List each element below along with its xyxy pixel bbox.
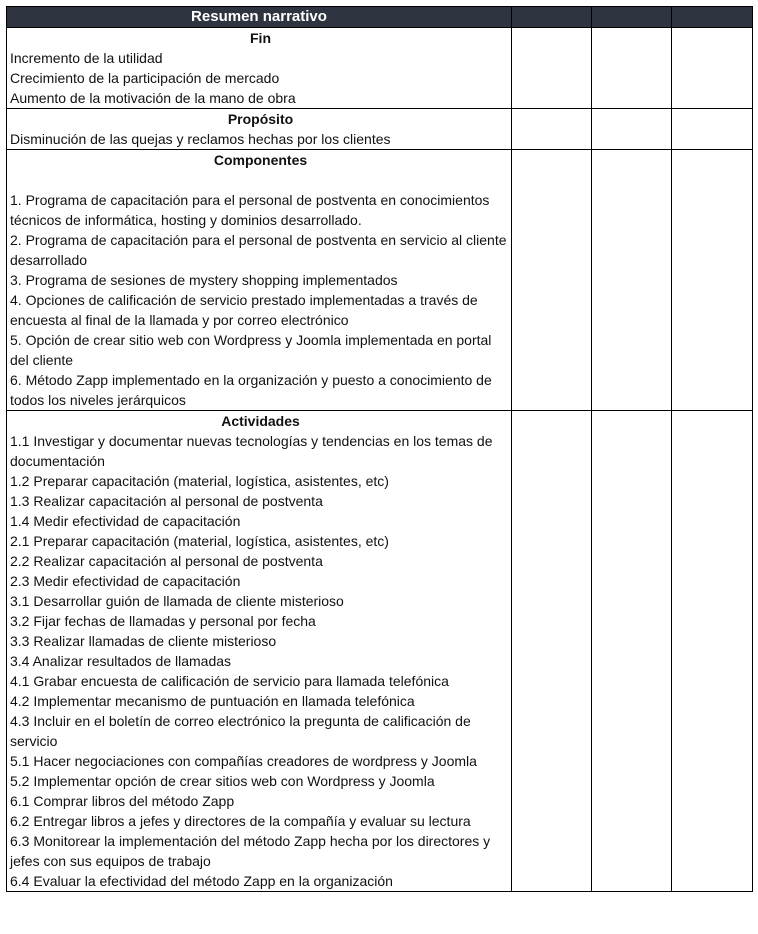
componente-item: 6. Método Zapp implementado en la organización y puesto a conocimiento de todos los niveles jerárquicos — [10, 372, 492, 408]
empty-cell — [512, 109, 592, 150]
actividad-item: 2.2 Realizar capacitación al personal de postventa — [10, 553, 323, 569]
header-col-3 — [592, 7, 672, 28]
empty-cell — [672, 411, 753, 892]
section-fin — [7, 28, 753, 109]
section-title-componentes: Componentes — [213, 152, 308, 168]
empty-cell — [512, 411, 592, 892]
componente-item: 1. Programa de capacitación para el personal de postventa en conocimientos técnicos de informática, hosting y dominios desarrollado. — [10, 192, 490, 228]
proposito-item: Disminución de las quejas y reclamos hechas por los clientes — [10, 131, 391, 147]
section-proposito-cell — [7, 109, 512, 150]
empty-cell — [512, 28, 592, 109]
section-title-fin: Fin — [250, 30, 271, 46]
actividad-item: 1.2 Preparar capacitación (material, logística, asistentes, etc) — [10, 473, 389, 489]
actividad-item: 6.2 Entregar libros a jefes y directores de la compañía y evaluar su lectura — [10, 813, 471, 829]
header-col-2 — [512, 7, 592, 28]
actividad-item: 6.1 Comprar libros del método Zapp — [10, 793, 235, 809]
componente-item: 5. Opción de crear sitio web con Wordpress y Joomla implementada en portal del cliente — [10, 332, 492, 368]
blank-line — [10, 170, 511, 190]
componente-item: 3. Programa de sesiones de mystery shopping implementados — [10, 272, 398, 288]
section-actividades — [7, 411, 753, 892]
header-title: Resumen narrativo — [7, 7, 512, 28]
actividad-item: 3.4 Analizar resultados de llamadas — [10, 653, 232, 669]
actividad-item: 4.2 Implementar mecanismo de puntuación en llamada telefónica — [10, 693, 415, 709]
empty-cell — [592, 28, 672, 109]
actividad-item: 3.2 Fijar fechas de llamadas y personal por fecha — [10, 613, 316, 629]
actividad-item: 5.2 Implementar opción de crear sitios web con Wordpress y Joomla — [10, 773, 435, 789]
componente-item: 2. Programa de capacitación para el personal de postventa en servicio al cliente desarrollado — [10, 232, 507, 268]
section-title-proposito: Propósito — [227, 111, 294, 127]
section-componentes-cell — [7, 150, 512, 411]
section-componentes — [7, 150, 753, 411]
actividad-item: 4.3 Incluir en el boletín de correo electrónico la pregunta de calificación de servicio — [10, 713, 471, 749]
actividad-item: 3.3 Realizar llamadas de cliente misterioso — [10, 633, 277, 649]
empty-cell — [672, 109, 753, 150]
empty-cell — [592, 109, 672, 150]
empty-cell — [592, 411, 672, 892]
actividad-item: 3.1 Desarrollar guión de llamada de cliente misterioso — [10, 593, 344, 609]
section-title-actividades: Actividades — [221, 413, 300, 429]
empty-cell — [512, 150, 592, 411]
fin-item: Aumento de la motivación de la mano de obra — [10, 90, 296, 106]
actividad-item: 1.1 Investigar y documentar nuevas tecnologías y tendencias en los temas de documentación — [10, 433, 493, 469]
actividad-item: 1.4 Medir efectividad de capacitación — [10, 513, 241, 529]
empty-cell — [672, 28, 753, 109]
fin-item: Incremento de la utilidad — [10, 50, 163, 66]
empty-cell — [592, 150, 672, 411]
section-fin-cell — [7, 28, 512, 109]
actividad-item: 2.1 Preparar capacitación (material, logística, asistentes, etc) — [10, 533, 389, 549]
actividad-item: 2.3 Medir efectividad de capacitación — [10, 573, 241, 589]
header-col-4 — [672, 7, 753, 28]
section-proposito — [7, 109, 753, 150]
actividad-item: 6.4 Evaluar la efectividad del método Zapp en la organización — [10, 873, 393, 889]
section-actividades-cell — [7, 411, 512, 892]
header-row — [7, 7, 753, 28]
componente-item: 4. Opciones de calificación de servicio prestado implementadas a través de encuesta al final de la llamada y por correo electrónico — [10, 292, 478, 328]
actividad-item: 1.3 Realizar capacitación al personal de postventa — [10, 493, 323, 509]
narrative-summary-table — [6, 6, 753, 892]
empty-cell — [672, 150, 753, 411]
actividad-item: 5.1 Hacer negociaciones con compañías creadores de wordpress y Joomla — [10, 753, 477, 769]
actividad-item: 4.1 Grabar encuesta de calificación de servicio para llamada telefónica — [10, 673, 449, 689]
fin-item: Crecimiento de la participación de mercado — [10, 70, 280, 86]
actividad-item: 6.3 Monitorear la implementación del método Zapp hecha por los directores y jefes con sus equipos de trabajo — [10, 833, 491, 869]
